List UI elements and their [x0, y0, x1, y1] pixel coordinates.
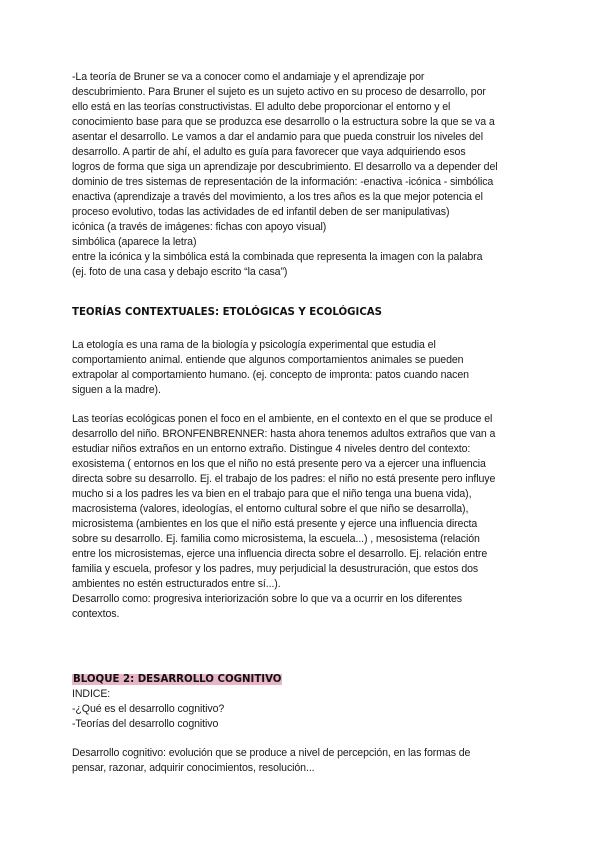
paragraph-line: ello está en las teorías constructivistas. El adulto debe proporcionar el entorno y el	[72, 101, 451, 113]
paragraph-line: siguen a la madre).	[72, 384, 161, 396]
paragraph-line: Las teorías ecológicas ponen el foco en el ambiente, en el contexto en el que se produce el	[72, 413, 493, 425]
paragraph-line: conocimiento base para que se produzca ese desarrollo o la estructura sobre la que se va a	[72, 116, 495, 128]
paragraph-line: enactiva (aprendizaje a través del movimiento, a los tres años es la que mejor potencia el	[72, 191, 483, 203]
section-heading-contextual: TEORÍAS CONTEXTUALES: ETOLÓGICAS Y ECOLÓGICAS	[72, 307, 383, 318]
paragraph-line: ambientes no estén estructurados entre sí...).	[72, 578, 281, 590]
paragraph-line: (ej. foto de una casa y debajo escrito “la casa”)	[72, 266, 288, 278]
paragraph-line: Desarrollo cognitivo: evolución que se produce a nivel de percepción, en las formas de	[72, 747, 471, 759]
highlighted-heading-text: BLOQUE 2: DESARROLLO COGNITIVO	[73, 674, 282, 685]
paragraph-line: asentar el desarrollo. Le vamos a dar el andamio para que pueda construir los niveles del	[72, 131, 483, 143]
paragraph-line: pensar, razonar, adquirir conocimientos, resolución...	[72, 762, 315, 774]
paragraph-line: entre la icónica y la simbólica está la combinada que representa la imagen con la palabra	[72, 251, 483, 263]
paragraph-line: -La teoría de Bruner se va a conocer como el andamiaje y el aprendizaje por	[72, 71, 425, 83]
paragraph-line: extrapolar al comportamiento humano. (ej. concepto de impronta: patos cuando nacen	[72, 369, 469, 381]
index-item: -¿Qué es el desarrollo cognitivo?	[72, 703, 225, 715]
paragraph-line: dominio de tres sistemas de representación de la información: -enactiva -icónica - simbólica	[72, 176, 494, 188]
paragraph-line: logros de forma que siga un aprendizaje por descubrimiento. El desarrollo va a depender del	[72, 161, 498, 173]
paragraph-line: exosistema ( entornos en los que el niño no está presente pero va a ejercer una influencia	[72, 458, 486, 470]
paragraph-line: descubrimiento. Para Bruner el sujeto es un sujeto activo en su proceso de desarrollo, por	[72, 86, 486, 98]
section-heading-bloque-2	[72, 673, 282, 686]
paragraph-line: comportamiento animal. entiende que algunos comportamientos animales se pueden	[72, 354, 464, 366]
index-title: INDICE:	[72, 688, 111, 700]
index-item: -Teorías del desarrollo cognitivo	[72, 718, 219, 730]
paragraph-line: Desarrollo como: progresiva interiorización sobre lo que va a ocurrir en los diferentes	[72, 593, 462, 605]
paragraph-line: estudiar niños extraños en un entorno extraño. Distingue 4 niveles dentro del contexto:	[72, 443, 471, 455]
paragraph-line: La etología es una rama de la biología y psicología experimental que estudia el	[72, 339, 436, 351]
paragraph-line: macrosistema (valores, ideologías, el entorno cultural sobre el que niño se desarrolla),	[72, 503, 469, 515]
paragraph-line: desarrollo del niño. BRONFENBRENNER: hasta ahora tenemos adultos extraños que van a	[72, 428, 496, 440]
paragraph-line: icónica (a través de imágenes: fichas con apoyo visual)	[72, 221, 327, 233]
paragraph-line: sobre su desarrollo. Ej. familia como microsistema, la escuela...) , mesosistema (relación	[72, 533, 480, 545]
paragraph-line: mucho si a los padres les va bien en el trabajo para que el niño tenga una buena vida),	[72, 488, 472, 500]
paragraph-line: desarrollo. A partir de ahí, el adulto es guía para favorecer que vaya adquiriendo esos	[72, 146, 466, 158]
paragraph-line: microsistema (ambientes en los que el niño está presente y ejerce una influencia directa	[72, 518, 478, 530]
paragraph-line: familia y escuela, profesor y los padres, muy perjudicial la desustruración, que estos dos	[72, 563, 479, 575]
paragraph-line: contextos.	[72, 608, 120, 620]
paragraph-line: proceso evolutivo, todas las actividades de ed infantil deben de ser manipulativas)	[72, 206, 450, 218]
paragraph-line: simbólica (aparece la letra)	[72, 236, 197, 248]
paragraph-line: directa sobre su desarrollo. Ej. el trabajo de los padres: el niño no está presente pero influye	[72, 473, 496, 485]
paragraph-line: entre los microsistemas, ejerce una influencia directa sobre el desarrollo. Ej. relación entre	[72, 548, 488, 560]
